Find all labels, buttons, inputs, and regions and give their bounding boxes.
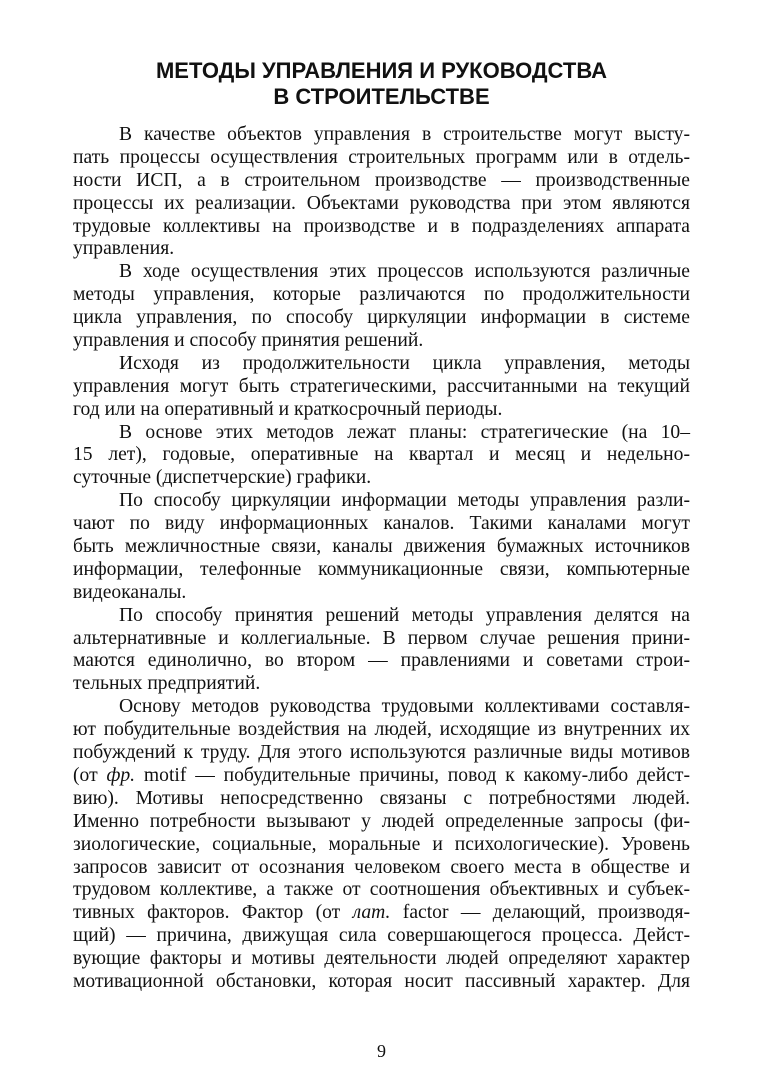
text-line: По способу циркуляции информации методы управления разли-	[119, 490, 690, 512]
text-line: суточные (диспетчерские) графики.	[73, 467, 372, 489]
paragraph	[73, 353, 690, 422]
text-line: 15 лет), годовые, оперативные на квартал и месяц и недельно-	[73, 444, 690, 466]
text-line: альтернативные и коллегиальные. В первом случае решения прини-	[73, 627, 690, 649]
paragraph	[73, 696, 690, 994]
text-line: пать процессы осуществления строительных программ или в отдель-	[73, 146, 690, 168]
text-line: маются единолично, во втором — правлениями и советами строи-	[73, 650, 690, 672]
text-line: тельных предприятий.	[73, 673, 261, 695]
text-line: быть межличностные связи, каналы движения бумажных источников	[73, 536, 690, 558]
text-line: В ходе осуществления этих процессов используются различные	[119, 261, 690, 283]
title-line-1: МЕТОДЫ УПРАВЛЕНИЯ И РУКОВОДСТВА	[155, 58, 608, 83]
page-number: 9	[377, 1041, 386, 1061]
text-line: тивных факторов. Фактор (от лат. factor — делающий, производя-	[73, 902, 690, 924]
abbr-italic: лат.	[352, 902, 391, 924]
text-line: процессы их реализации. Объектами руководства при этом являются	[73, 192, 690, 214]
text-line: цикла управления, по способу циркуляции информации в системе	[73, 307, 690, 329]
page-title	[73, 58, 690, 110]
text-line: ности ИСП, а в строительном производстве — производственные	[73, 169, 690, 191]
paragraph	[73, 124, 690, 261]
text-line: (от фр. motif — побудительные причины, повод к какому-либо дейст-	[73, 764, 690, 786]
abbr-italic: фр.	[106, 764, 136, 786]
text-line: В основе этих методов лежат планы: стратегические (на 10–	[119, 421, 690, 443]
text-line: трудовые коллективы на производстве и в подразделениях аппарата	[73, 215, 690, 237]
body-text	[73, 124, 690, 994]
text-line: управления.	[73, 238, 175, 260]
paragraph	[73, 490, 690, 604]
text-line: зиологические, социальные, моральные и психологические). Уровень	[73, 833, 690, 855]
title-line-2: В СТРОИТЕЛЬСТВЕ	[273, 84, 490, 109]
text-line: побуждений к труду. Для этого используются различные виды мотивов	[73, 742, 690, 764]
paragraph	[73, 261, 690, 353]
text-line: видеоканалы.	[73, 581, 187, 603]
book-page	[73, 0, 690, 1079]
text-line: запросов зависит от осознания человеком своего места в обществе и	[73, 856, 690, 878]
text-line: трудовом коллективе, а также от соотношения объективных и субъек-	[73, 879, 690, 901]
text-line: год или на оперативный и краткосрочный периоды.	[73, 398, 503, 420]
text-line: управления могут быть стратегическими, рассчитанными на текущий	[73, 375, 690, 397]
text-line: щий) — причина, движущая сила совершающегося процесса. Дейст-	[73, 925, 690, 947]
text-line: чают по виду информационных каналов. Такими каналами могут	[73, 513, 690, 535]
text-line: вующие факторы и мотивы деятельности людей определяют характер	[73, 948, 690, 970]
paragraph	[73, 605, 690, 697]
text-line: ют побудительные воздействия на людей, исходящие из внутренних их	[73, 719, 690, 741]
text-line: Исходя из продолжительности цикла управления, методы	[119, 352, 690, 374]
text-line: В качестве объектов управления в строительстве могут высту-	[119, 124, 690, 145]
text-line: управления и способу принятия решений.	[73, 330, 424, 352]
text-line: вию). Мотивы непосредственно связаны с потребностями людей.	[73, 787, 690, 809]
text-line: методы управления, которые различаются по продолжительности	[73, 284, 690, 306]
text-line: По способу принятия решений методы управления делятся на	[119, 604, 690, 626]
text-line: мотивационной обстановки, которая носит пассивный характер. Для	[73, 970, 690, 992]
paragraph	[73, 422, 690, 491]
text-line: Основу методов руководства трудовыми коллективами составля-	[119, 696, 690, 718]
text-line: информации, телефонные коммуникационные связи, компьютерные	[73, 558, 690, 580]
text-line: Именно потребности вызывают у людей определенные запросы (фи-	[73, 810, 690, 832]
